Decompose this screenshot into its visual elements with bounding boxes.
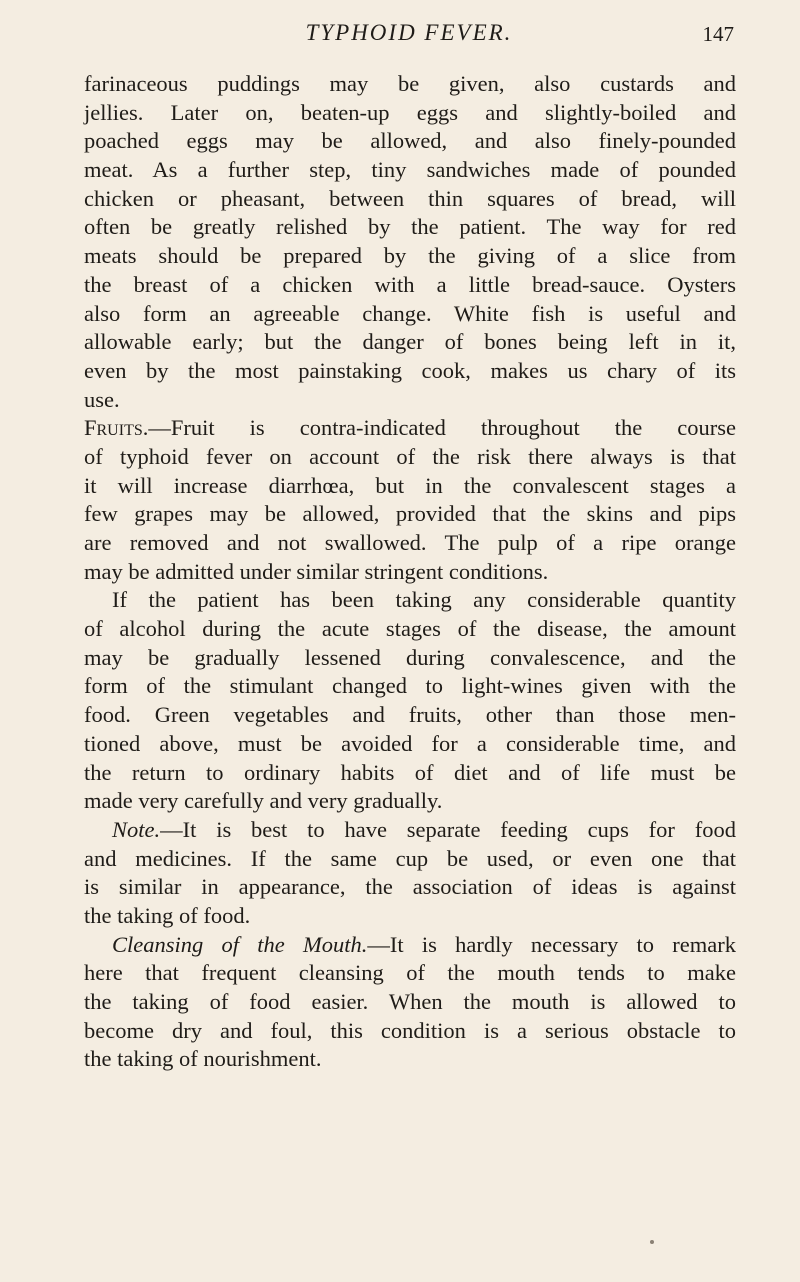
text-line: form of the stimulant changed to light-wines given with the <box>84 673 736 699</box>
text-run: —It is hardly necessary to remark <box>367 931 736 957</box>
text-line: meats should be prepared by the giving of a slice from <box>84 243 736 269</box>
text-line: meat. As a further step, tiny sandwiches made of pounded <box>84 157 736 183</box>
text-line: may be gradually lessened during convalescence, and the <box>84 644 736 670</box>
text-line: allowable early; but the danger of bones being left in it, <box>84 329 736 355</box>
text-line: tioned above, must be avoided for a considerable time, and <box>84 730 736 756</box>
text-line: use. <box>84 386 120 412</box>
running-header <box>84 18 734 54</box>
text-line: of alcohol during the acute stages of the disease, the amount <box>84 616 736 642</box>
text-run: —It is best to have separate feeding cups for food <box>160 816 736 842</box>
text-line: chicken or pheasant, between thin squares of bread, will <box>84 185 736 211</box>
paragraph-alcohol <box>84 586 736 816</box>
text-line: If the patient has been taking any considerable quantity <box>112 587 736 613</box>
text-line: the taking of nourishment. <box>84 1046 322 1072</box>
text-line: become dry and foul, this condition is a serious obstacle to <box>84 1017 736 1043</box>
fruits-heading: Fruits. <box>84 415 149 441</box>
text-line <box>84 414 736 443</box>
text-line: the taking of food easier. When the mouth is allowed to <box>84 989 736 1014</box>
text-line: and medicines. If the same cup be used, or even one that <box>84 845 736 871</box>
text-line: even by the most painstaking cook, makes us chary of its <box>84 357 736 383</box>
text-line: also form an agreeable change. White fish is useful and <box>84 300 736 326</box>
text-line: the taking of food. <box>84 902 251 928</box>
text-run: —Fruit is contra-indicated throughout the course <box>148 415 736 441</box>
page-number: 147 <box>702 22 734 46</box>
text-line: are removed and not swallowed. The pulp of a ripe orange <box>84 530 736 555</box>
note-heading: Note. <box>112 816 161 842</box>
text-line: jellies. Later on, beaten-up eggs and slightly-boiled and <box>84 99 736 125</box>
text-line: few grapes may be allowed, provided that the skins and pips <box>84 501 736 527</box>
text-line <box>84 816 736 845</box>
text-line: may be admitted under similar stringent conditions. <box>84 558 549 584</box>
text-line: of typhoid fever on account of the risk there always is that <box>84 443 736 469</box>
text-line: here that frequent cleansing of the mouth tends to make <box>84 960 736 986</box>
text-line: food. Green vegetables and fruits, other than those men- <box>84 702 736 728</box>
paragraph-note <box>84 816 736 931</box>
text-line: farinaceous puddings may be given, also custards and <box>84 71 736 96</box>
text-line: it will increase diarrhœa, but in the convalescent stages a <box>84 472 736 498</box>
text-line: made very carefully and very gradually. <box>84 788 443 814</box>
text-line: is similar in appearance, the association of ideas is against <box>84 874 736 900</box>
body-text <box>84 70 736 1074</box>
text-line: the breast of a chicken with a little bread-sauce. Oysters <box>84 271 736 297</box>
text-line: the return to ordinary habits of diet and of life must be <box>84 759 736 785</box>
cleansing-heading: Cleansing of the Mouth. <box>112 931 368 957</box>
text-line <box>84 931 736 960</box>
paragraph-cleansing <box>84 931 736 1074</box>
text-line: poached eggs may be allowed, and also finely-pounded <box>84 128 736 154</box>
paragraph-fruits <box>84 414 736 586</box>
running-title: TYPHOID FEVER. <box>305 20 513 45</box>
text-line: often be greatly relished by the patient. The way for red <box>84 214 736 240</box>
paragraph-puddings <box>84 70 736 414</box>
paper-speck <box>650 1240 654 1244</box>
